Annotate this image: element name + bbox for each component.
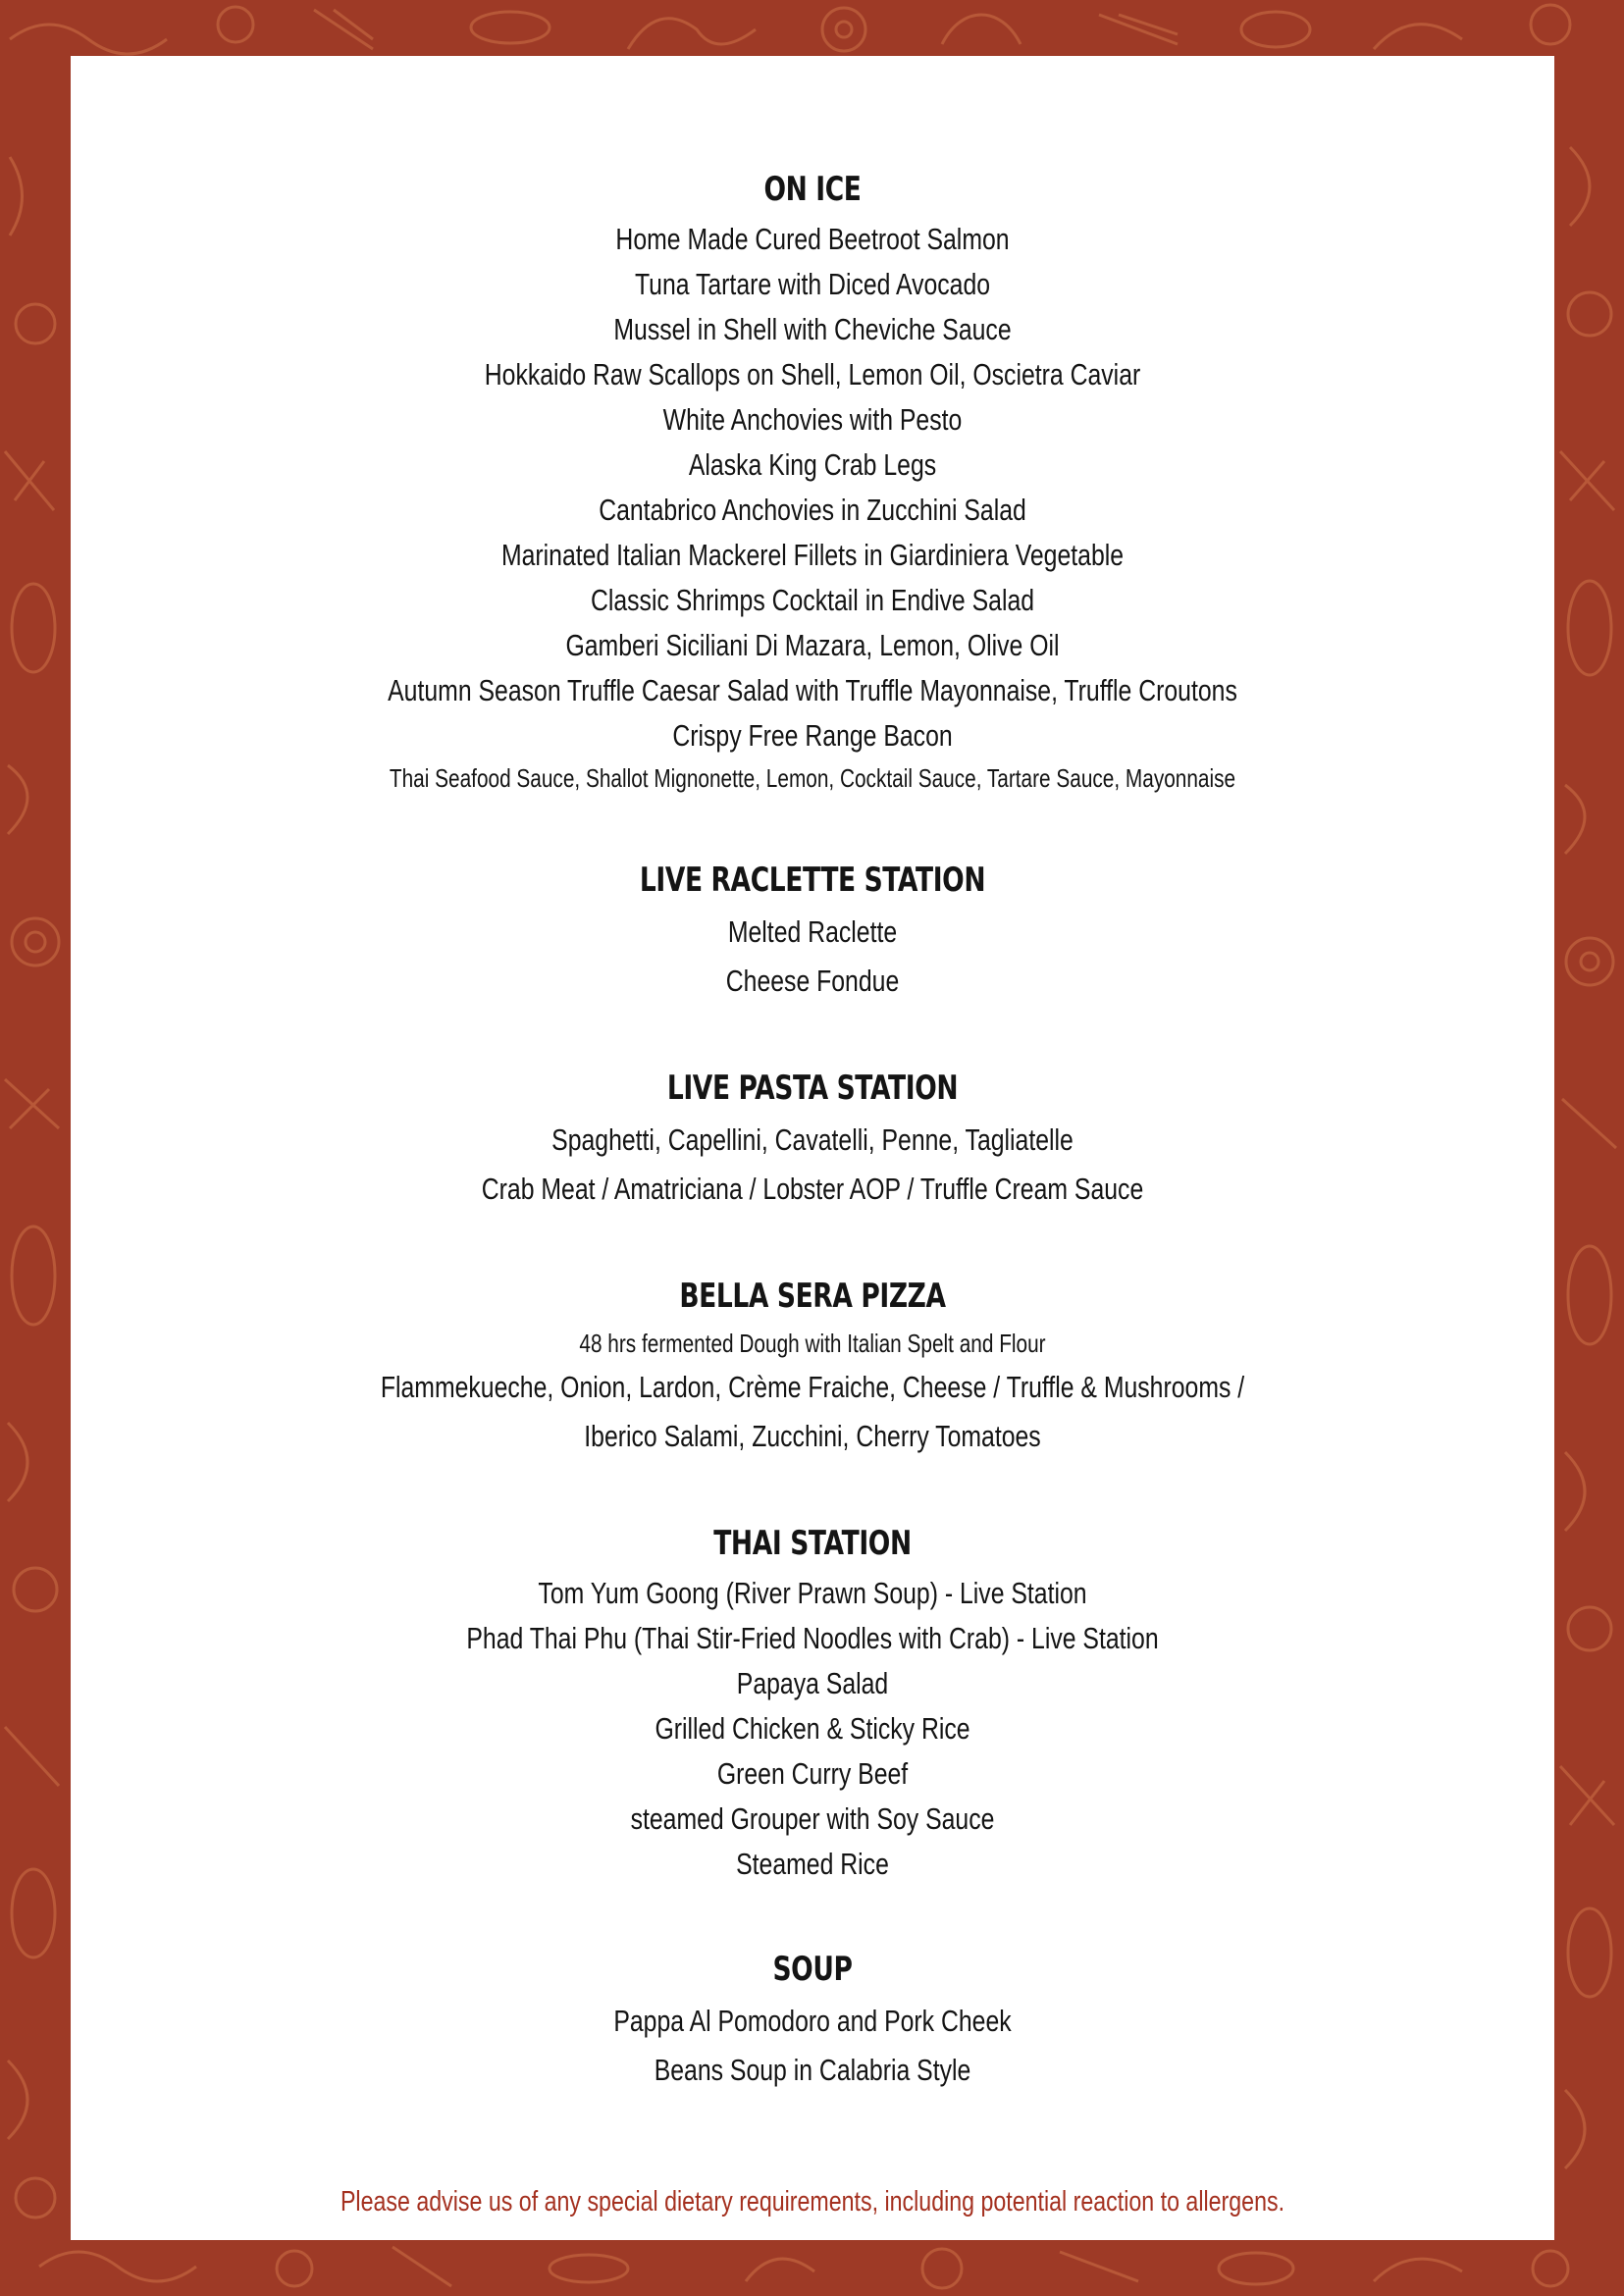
herb-doodle — [314, 10, 373, 49]
menu-section-live-raclette-station — [71, 853, 1554, 1006]
menu-item: Crab Meat / Amatriciana / Lobster AOP / Truffle Cream Sauce — [481, 1172, 1144, 1206]
section-note: Thai Seafood Sauce, Shallot Mignonette, Lemon, Cocktail Sauce, Tartare Sauce, Mayonnaise — [389, 763, 1236, 793]
section-title: LIVE PASTA STATION — [666, 1069, 959, 1108]
menu-body — [71, 162, 1554, 2150]
menu-item: Classic Shrimps Cocktail in Endive Salad — [590, 583, 1035, 617]
menu-item: Gamberi Siciliani Di Mazara, Lemon, Olive Oil — [565, 628, 1060, 662]
allergen-notice: Please advise us of any special dietary requirements, including potential reaction to allergens. — [340, 2186, 1285, 2218]
leaf-doodle — [10, 25, 167, 54]
menu-section-soup — [71, 1942, 1554, 2095]
menu-item: Cantabrico Anchovies in Zucchini Salad — [599, 493, 1026, 527]
menu-item: Papaya Salad — [736, 1666, 889, 1700]
menu-item: Hokkaido Raw Scallops on Shell, Lemon Oil, Oscietra Caviar — [484, 357, 1141, 391]
menu-item: Green Curry Beef — [716, 1756, 909, 1791]
menu-item: Melted Raclette — [727, 914, 898, 949]
menu-item: Marinated Italian Mackerel Fillets in Giardiniera Vegetable — [500, 538, 1125, 572]
menu-item: Cheese Fondue — [725, 964, 900, 998]
section-title: SOUP — [772, 1950, 853, 1989]
menu-item: Iberico Salami, Zucchini, Cherry Tomatoes — [584, 1419, 1041, 1453]
menu-item: Alaska King Crab Legs — [688, 447, 937, 482]
menu-item: Steamed Rice — [736, 1847, 889, 1881]
section-title: LIVE RACLETTE STATION — [639, 861, 986, 900]
menu-item: White Anchovies with Pesto — [662, 402, 963, 437]
tomato-doodle — [218, 7, 253, 42]
menu-item: Tuna Tartare with Diced Avocado — [634, 267, 991, 301]
section-note: 48 hrs fermented Dough with Italian Spelt and Flour — [579, 1329, 1046, 1358]
menu-section-live-pasta-station — [71, 1061, 1554, 1214]
menu-item: Autumn Season Truffle Caesar Salad with Truffle Mayonnaise, Truffle Croutons — [388, 673, 1237, 707]
menu-item: Phad Thai Phu (Thai Stir-Fried Noodles with Crab) - Live Station — [466, 1621, 1159, 1655]
menu-item: Tom Yum Goong (River Prawn Soup) - Live Station — [538, 1576, 1087, 1610]
menu-item: Pappa Al Pomodoro and Pork Cheek — [613, 2004, 1012, 2038]
menu-item: Home Made Cured Beetroot Salmon — [615, 222, 1010, 256]
menu-item: Crispy Free Range Bacon — [672, 718, 953, 753]
section-title: BELLA SERA PIZZA — [679, 1277, 946, 1316]
menu-section-thai-station — [71, 1516, 1554, 1887]
menu-item: Beans Soup in Calabria Style — [654, 2053, 971, 2087]
menu-item: Flammekueche, Onion, Lardon, Crème Fraiche, Cheese / Truffle & Mushrooms / — [380, 1370, 1245, 1404]
menu-item: Mussel in Shell with Cheviche Sauce — [613, 312, 1012, 346]
menu-section-bella-sera-pizza — [71, 1269, 1554, 1461]
menu-item: Grilled Chicken & Sticky Rice — [655, 1711, 970, 1746]
menu-item: Spaghetti, Capellini, Cavatelli, Penne, Tagliatelle — [551, 1122, 1074, 1157]
section-title: THAI STATION — [713, 1524, 912, 1563]
menu-card — [71, 56, 1554, 2240]
menu-item: steamed Grouper with Soy Sauce — [630, 1801, 995, 1836]
section-title: ON ICE — [763, 170, 862, 209]
menu-section-on-ice — [71, 162, 1554, 798]
